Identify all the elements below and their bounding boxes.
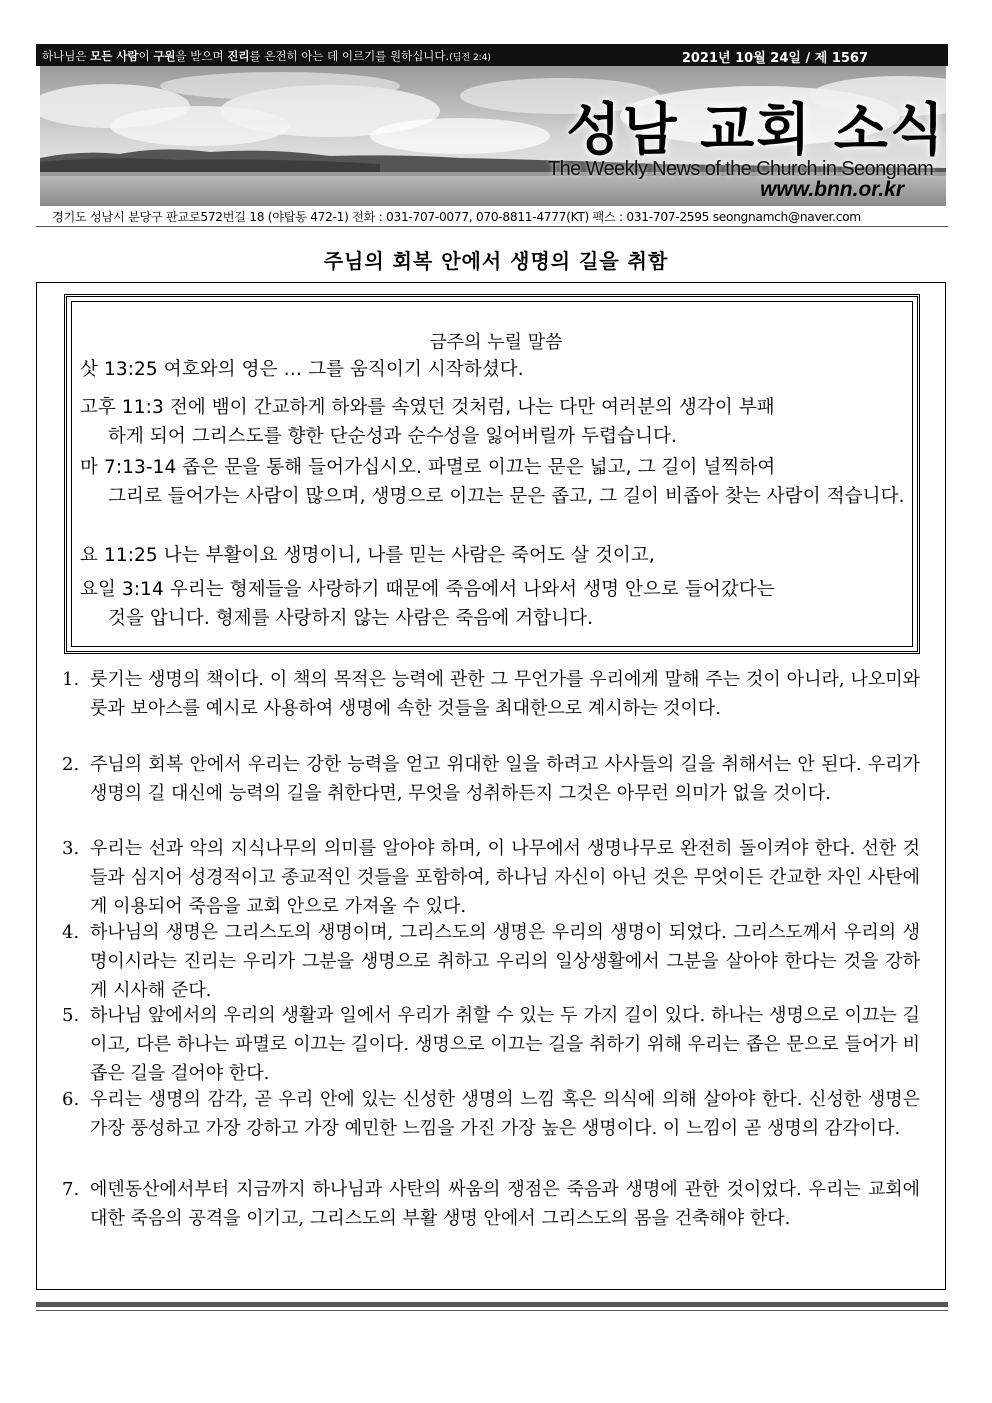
top-verse-text — [42, 48, 491, 64]
scripture-verse — [80, 393, 908, 451]
verse-part: 하나님은 — [42, 49, 91, 63]
verse-part-bold: 진리 — [227, 49, 250, 63]
verse-line-continued: 것을 압니다. 형제를 사랑하지 않는 사람은 죽음에 거합니다. — [108, 608, 594, 629]
list-item — [62, 1085, 920, 1143]
footer-rule-thin — [36, 1310, 948, 1311]
verse-line-continued: 하게 되어 그리스도를 향한 단순성과 순수성을 잃어버릴까 두렵습니다. — [108, 426, 678, 447]
verse-reference: (딤전 2:4) — [449, 53, 491, 63]
footer-rule — [36, 1302, 948, 1307]
list-item — [62, 665, 920, 723]
issue-date: 2021년 10월 24일 / 제 1567 — [681, 51, 868, 66]
scripture-verse — [80, 453, 908, 511]
verse-line: 요일 3:14 우리는 형제들을 사랑하기 때문에 죽음에서 나와서 생명 안으로 들어갔다는 — [80, 579, 775, 600]
list-item — [62, 750, 920, 808]
newsletter-title: 성남 교회 소식 — [566, 97, 946, 163]
page-headline: 주님의 회복 안에서 생명의 길을 취함 — [323, 249, 669, 273]
list-item-text: 룻기는 생명의 책이다. 이 책의 목적은 능력에 관한 그 무언가를 우리에게 말해 주는 것이 아니라, 나오미와 룻과 보아스를 예시로 사용하여 생명에 속한 것들을 최대한으로 계시하는 것이다. — [90, 669, 920, 719]
scripture-verse — [80, 575, 908, 633]
list-item-number: 2. — [62, 754, 80, 775]
list-item-number: 3. — [62, 838, 80, 859]
list-item-number: 6. — [62, 1089, 80, 1110]
list-item-text: 하나님 앞에서의 우리의 생활과 일에서 우리가 취할 수 있는 두 가지 길이 있다. 하나는 생명으로 이끄는 길이고, 다른 하나는 파멸로 이끄는 길이다. 생명으로 이끄는 길을 취하기 위해 우리는 좁은 문으로 들어가 비좁은 길을 걸어야 한다. — [90, 1005, 920, 1084]
newsletter-subtitle: The Weekly News of the Church in Seongnam — [548, 158, 934, 180]
top-verse-bar — [36, 44, 948, 66]
verse-part: 이 — [138, 49, 154, 63]
verse-part-bold: 모든 사람 — [90, 49, 139, 63]
list-item-number: 4. — [62, 922, 80, 943]
scripture-verse — [80, 355, 908, 384]
scripture-verse — [80, 541, 908, 570]
verse-part: 을 받으며 — [175, 49, 228, 63]
verse-line: 마 7:13-14 좁은 문을 통해 들어가십시오. 파멸로 이끄는 문은 넓고, 그 길이 널찍하여 — [80, 457, 776, 478]
scripture-box-title: 금주의 누릴 말씀 — [429, 332, 563, 353]
church-address: 경기도 성남시 분당구 판교로572번길 18 (야탑동 472-1) 전화 : 031-707-0077, 070-8811-4777(KT) 팩스 : 031-707-2595 seongnamch@naver.com — [52, 210, 861, 224]
website-link[interactable]: www.bnn.or.kr — [760, 178, 904, 201]
list-item-text: 하나님의 생명은 그리스도의 생명이며, 그리스도의 생명은 우리의 생명이 되었다. 그리스도께서 우리의 생명이시라는 진리는 우리가 그분을 생명으로 취하고 우리의 일상생활에서 그분을 살아야 한다는 것을 강하게 시사해 준다. — [90, 922, 920, 1001]
verse-part-bold: 구원 — [153, 49, 176, 63]
verse-part: 를 온전히 아는 데 이르기를 원하십니다. — [249, 49, 450, 63]
list-item-number: 7. — [62, 1179, 80, 1200]
list-item-text: 에덴동산에서부터 지금까지 하나님과 사탄의 싸움의 쟁점은 죽음과 생명에 관한 것이었다. 우리는 교회에 대한 죽음의 공격을 이기고, 그리스도의 부활 생명 안에서 그리스도의 몸을 건축해야 한다. — [90, 1179, 920, 1229]
verse-line: 삿 13:25 여호와의 영은 … 그를 움직이기 시작하셨다. — [80, 359, 524, 380]
list-item — [62, 918, 920, 1005]
verse-line: 고후 11:3 전에 뱀이 간교하게 하와를 속였던 것처럼, 나는 다만 여러분의 생각이 부패 — [80, 397, 775, 418]
divider — [36, 226, 948, 227]
list-item-number: 1. — [62, 669, 80, 690]
list-item — [62, 834, 920, 921]
list-item-text: 주님의 회복 안에서 우리는 강한 능력을 얻고 위대한 일을 하려고 사사들의 길을 취해서는 안 된다. 우리가 생명의 길 대신에 능력의 길을 취한다면, 무엇을 성취하든지 그것은 아무런 의미가 없을 것이다. — [90, 754, 920, 804]
verse-line-continued: 그리로 들어가는 사람이 많으며, 생명으로 이끄는 문은 좁고, 그 길이 비좁아 찾는 사람이 적습니다. — [108, 486, 905, 507]
list-item-number: 5. — [62, 1005, 80, 1026]
list-item — [62, 1175, 920, 1233]
list-item-text: 우리는 선과 악의 지식나무의 의미를 알아야 하며, 이 나무에서 생명나무로 완전히 돌이켜야 한다. 선한 것들과 심지어 성경적이고 종교적인 것들을 포함하여, 하나님 자신이 아닌 것은 무엇이든 간교한 자인 사탄에게 이용되어 죽음을 교회 안으로 가져올 수 있다. — [90, 838, 920, 917]
list-item-text: 우리는 생명의 감각, 곧 우리 안에 있는 신성한 생명의 느낌 혹은 의식에 의해 살아야 한다. 신성한 생명은 가장 풍성하고 가장 강하고 가장 예민한 느낌을 가진 가장 높은 생명이다. 이 느낌이 곧 생명의 감각이다. — [90, 1089, 920, 1139]
list-item — [62, 1001, 920, 1088]
verse-line: 요 11:25 나는 부활이요 생명이니, 나를 믿는 사람은 죽어도 살 것이고, — [80, 545, 655, 566]
